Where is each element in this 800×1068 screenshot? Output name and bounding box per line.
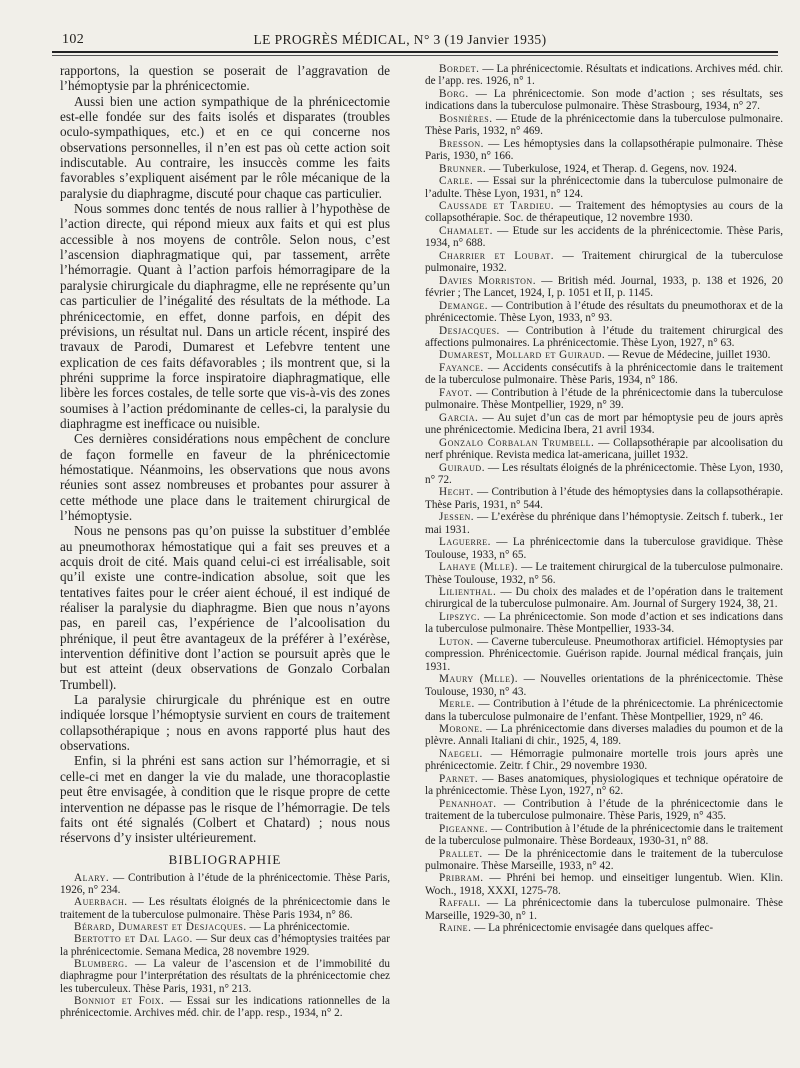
bibliography-entry	[425, 511, 783, 536]
bibliography-author: Prallet.	[439, 847, 483, 860]
bibliography-author: Raine.	[439, 922, 472, 935]
bibliography-author: Laguerre.	[439, 536, 491, 549]
bibliography-text: — Contribution à l’étude de la phrénicectomie dans la tuberculose pulmonaire. Thèse Montpellier, 1929, n° 39.	[425, 386, 783, 412]
bibliography-entry	[425, 325, 783, 350]
bibliography-entry	[425, 611, 783, 636]
bibliography-author: Luton.	[439, 635, 474, 648]
bibliography-entry	[425, 63, 783, 88]
bibliography-text: — Etude de la phrénicectomie dans la tuberculose pulmonaire. Thèse Paris, 1932, n° 469.	[425, 112, 783, 138]
bibliography-entry	[425, 922, 783, 934]
bibliography-entry	[425, 897, 783, 922]
bibliography-author: Merle.	[439, 698, 475, 711]
bibliography-text: — La phrénicectomie. Résultats et indications. Archives méd. chir. de l’app. res. 1926, n° 1.	[425, 63, 783, 88]
bibliography-entry	[425, 748, 783, 773]
bibliography-author: Dumarest, Mollard et Guiraud.	[439, 349, 606, 362]
bibliography-text: — Caverne tuberculeuse. Pneumothorax artificiel. Hémoptysies par compression. Phrénicectomie. Guérison rapide. Journal médical français, juin 1931.	[425, 635, 783, 673]
bibliography-text: — Les résultats éloignés de la phrénicectomie dans le traitement de la tuberculose pulmonaire. Thèse Paris 1934, n° 86.	[60, 896, 390, 921]
bibliography-text: — Contribution à l’étude des hémoptysies dans la collapsothérapie. Thèse Paris, 1931, n° 544.	[425, 486, 783, 511]
bibliography-author: Alary.	[74, 871, 110, 884]
bibliography-entry	[425, 536, 783, 561]
running-title: LE PROGRÈS MÉDICAL, N° 3 (19 Janvier 1935)	[253, 32, 547, 47]
bibliography-entry	[425, 200, 783, 225]
bibliography-author: Raffali.	[439, 897, 481, 910]
bibliography-heading: BIBLIOGRAPHIE	[168, 851, 282, 867]
bibliography-entry	[425, 300, 783, 325]
bibliography-text: — Les hémoptysies dans la collapsothérapie pulmonaire. Thèse Paris, 1930, n° 166.	[425, 137, 783, 163]
bibliography-author: Gonzalo Corbalan Trumbell.	[439, 436, 595, 449]
bibliography-author: Fayot.	[439, 386, 473, 399]
bibliography-text: — Tuberkulose, 1924, et Therap. d. Gegens, nov. 1924.	[486, 162, 737, 175]
bibliography-text: — Les résultats éloignés de la phrénicectomie. Thèse Lyon, 1930, n° 72.	[425, 461, 783, 486]
bibliography-text: — Au sujet d’un cas de mort par hémoptysie peu de jours après une phrénicectomie. Medicina Ibera, 21 avril 1934.	[425, 411, 783, 437]
bibliography-entry	[425, 872, 783, 897]
bibliography-author: Parnet.	[439, 772, 479, 785]
bibliography-entry	[425, 586, 783, 611]
page-header	[40, 30, 760, 52]
bibliography-author: Bonniot et Foix.	[74, 994, 165, 1007]
bibliography-entry	[425, 225, 783, 250]
bibliography-author: Penanhoat.	[439, 797, 497, 810]
bibliography-text: — Nouvelles orientations de la phrénicectomie. Thèse Toulouse, 1930, n° 43.	[425, 673, 783, 698]
bibliography-author: Fayance.	[439, 361, 484, 374]
bibliography-list-left	[60, 872, 390, 1020]
bibliography-author: Auerbach.	[74, 896, 128, 909]
bibliography-text: — L’exérèse du phrénique dans l’hémoptysie. Zeitsch f. tuberk., 1er mai 1931.	[425, 511, 783, 536]
bibliography-entry	[425, 823, 783, 848]
bibliography-author: Chamalet.	[439, 224, 493, 237]
header-rule	[52, 51, 778, 56]
body-paragraph: Nous sommes donc tentés de nous rallier à l’hypothèse de l’action directe, qui répond mieux aux faits et qui est plus accessible à nos moyens de contrôle. Selon nous, c’est l’ascension diaphragmatique qui, par tassement, arrête l’hémorragie. Quant à l’action parfois hémorragipare de la paralysie chirurgicale du diaphragme, elle ne représente qu’un cas particulier de l’inégalité des résultats de la méthode. La phrénicectomie, en effet, donne parfois, en dépit des prévisions, un résultat nul. Dans un article récent, inspiré des travaux de Parodi, Dumarest et Lefebvre tentent une explication de ces faits défavorables ; ils montrent que, si la phréni supprime la force inspiratoire diaphragmatique, elle libère les forces costales, de telle sorte que vis-à-vis des zones soumises à l’action prédominante de celles-ci, la paralysie du diaphragme est inefficace ou nuisible.	[60, 201, 390, 431]
bibliography-entry	[425, 163, 783, 175]
left-column	[60, 63, 390, 1063]
bibliography-entry	[60, 933, 390, 958]
bibliography-entry	[425, 175, 783, 200]
body-paragraph: Nous ne pensons pas qu’on puisse la substituer d’emblée au pneumothorax hémostatique qui a fait ses preuves et a acquis droit de cité. Mais quand celui-ci est irréalisable, soit qu’il existe une contre-indication absolue, soit que les tentatives faites pour le créer aient échoué, il est indiqué de réaliser la paralysie du diaphragme. Bien que nous n’ayons pas, en pareil cas, l’expérience de l’alcoolisation du phrénique, il peut être avantageux de la préférer à l’exérèse, intervention définitive dont l’action se poursuit après que le but est atteint (deux observations de Gonzalo Corbalan Trumbell).	[60, 523, 390, 692]
bibliography-text: — Contribution à l’étude de la phrénicectomie dans le traitement de la tuberculose pulmonaire. Thèse Paris, 1929, n° 435.	[425, 797, 783, 823]
bibliography-entry	[425, 437, 783, 462]
bibliography-text: — Hémorragie pulmonaire mortelle trois jours après une phrénicectomie. Zeitr. f Chir., 29 novembre 1930.	[425, 747, 783, 773]
bibliography-author: Lipszyc.	[439, 610, 481, 623]
bibliography-text: — Traitement des hémoptysies au cours de la collapsothérapie. Soc. de thérapeutique, 12 novembre 1930.	[425, 199, 783, 225]
bibliography-entry	[425, 462, 783, 487]
bibliography-text: — La phrénicectomie envisagée dans quelques affec-	[471, 922, 714, 935]
bibliography-author: Bordet.	[439, 63, 480, 75]
bibliography-author: Bertotto et Dal Lago.	[74, 933, 193, 946]
body-paragraph: rapportons, la question se poserait de l’aggravation de l’hémoptysie par la phrénicectomie.	[60, 63, 390, 94]
bibliography-entry	[425, 723, 783, 748]
bibliography-list-right	[425, 63, 783, 1063]
bibliography-text: — Etude sur les accidents de la phrénicectomie. Thèse Paris, 1934, n° 688.	[425, 224, 783, 250]
bibliography-entry	[425, 113, 783, 138]
bibliography-text: — Contribution à l’étude de la phrénicectomie. Thèse Paris, 1926, n° 234.	[60, 871, 390, 897]
bibliography-entry	[425, 412, 783, 437]
bibliography-entry	[425, 848, 783, 873]
bibliography-author: Naegeli.	[439, 747, 483, 760]
bibliography-author: Lahaye (Mlle).	[439, 561, 519, 574]
body-paragraph: Aussi bien une action sympathique de la phrénicectomie est-elle fondée sur des faits isolés et disparates (troubles oculo-sympathiques, etc.) et en ce qui concerne nos observations personnelles, il n’en est pas où cette action soit indiscutable. Au contraire, les insuccès comme les faits favorables s’expliquent aisément par le rôle mécanique de la paralysie du diaphragme, discuté pour chaque cas particulier.	[60, 93, 390, 201]
bibliography-entry	[425, 773, 783, 798]
bibliography-text: — La phrénicectomie.	[246, 921, 350, 934]
bibliography-entry	[425, 275, 783, 300]
bibliography-author: Maury (Mlle).	[439, 673, 519, 686]
bibliography-author: Blumberg.	[74, 957, 128, 970]
bibliography-text: — Contribution à l’étude du traitement chirurgical des affections pulmonaires. La phrénicectomie. Thèse Lyon, 1927, n° 63.	[425, 324, 783, 349]
bibliography-entry	[425, 673, 783, 698]
bibliography-entry	[425, 362, 783, 387]
bibliography-author: Hecht.	[439, 486, 474, 499]
bibliography-entry	[425, 387, 783, 412]
bibliography-author: Demange.	[439, 299, 489, 312]
bibliography-text: — Du choix des malades et de l’opération dans le traitement chirurgical de la tuberculose pulmonaire. Am. Journal of Surgery 1924, 38, 21.	[425, 586, 783, 611]
bibliography-text: — Accidents consécutifs à la phrénicectomie dans le traitement de la tuberculose pulmonaire. Thèse Paris, 1934, n° 186.	[425, 361, 783, 387]
bibliography-author: Charrier et Loubat.	[439, 249, 555, 262]
bibliography-entry	[60, 921, 390, 933]
bibliography-text: — Contribution à l’étude de la phrénicectomie. La phrénicectomie dans la tuberculose pulmonaire de l’enfant. Thèse Montpellier, 1929, n° 46.	[425, 698, 783, 723]
bibliography-entry	[425, 636, 783, 673]
bibliography-author: Pigeanne.	[439, 822, 489, 835]
bibliography-text: — La phrénicectomie. Son mode d’action ; ses résultats, ses indications dans la tuberculose pulmonaire. Thèse Strasbourg, 1934, n° 27.	[425, 87, 783, 113]
bibliography-text: — La phrénicectomie dans la tuberculose pulmonaire. Thèse Marseille, 1929-30, n° 1.	[425, 897, 783, 922]
bibliography-text: — Revue de Médecine, juillet 1930.	[605, 349, 771, 362]
bibliography-author: Morone.	[439, 723, 483, 736]
bibliography-entry	[425, 88, 783, 113]
bibliography-text: — La phrénicectomie dans diverses maladies du poumon et de la plèvre. Annali Italiani di chir., 1925, 4, 189.	[425, 723, 783, 748]
bibliography-text: — British méd. Journal, 1933, p. 138 et 1926, 20 février ; The Lancet, 1924, I, p. 1051 et II, p. 1145.	[425, 274, 783, 300]
bibliography-author: Davies Morriston.	[439, 274, 536, 287]
bibliography-entry	[60, 958, 390, 995]
bibliography-entry	[425, 250, 783, 275]
bibliography-text: — La valeur de l’ascension et de l’immobilité du diaphragme pour l’interprétation des résultats de la phrénicectomie chez les tuberculeux. Thèse Paris, 1931, n° 213.	[60, 957, 390, 995]
page-number: 102	[62, 32, 85, 47]
bibliography-text: — Bases anatomiques, physiologiques et technique opératoire de la phrénicectomie. Thèse Lyon, 1927, n° 62.	[425, 772, 783, 798]
bibliography-author: Lilienthal.	[439, 586, 497, 599]
bibliography-text: — Phréni bei hemop. und einseitiger lungentub. Wien. Klin. Woch., 1918, XXXI, 1275-78.	[425, 872, 783, 897]
bibliography-author: Jessen.	[439, 511, 475, 524]
bibliography-author: Borg.	[439, 87, 469, 100]
bibliography-author: Carle.	[439, 175, 474, 188]
bibliography-author: Guiraud.	[439, 461, 485, 474]
bibliography-author: Bosnières.	[439, 112, 493, 125]
bibliography-entry	[425, 138, 783, 163]
bibliography-text: — De la phrénicectomie dans le traitement de la tuberculose pulmonaire. Thèse Marseille, 1933, n° 42.	[425, 847, 783, 872]
bibliography-entry	[425, 698, 783, 723]
bibliography-entry	[60, 872, 390, 897]
bibliography-text: — La phrénicectomie. Son mode d’action et ses indications dans la tuberculose pulmonaire. Thèse Montpellier, 1933-34.	[425, 610, 783, 636]
bibliography-author: Bérard, Dumarest et Desjacques.	[74, 921, 247, 934]
bibliography-text: — Le traitement chirurgical de la tuberculose pulmonaire. Thèse Toulouse, 1932, n° 56.	[425, 561, 783, 586]
bibliography-text: — Essai sur la phrénicectomie dans la tuberculose pulmonaire de l’adulte. Thèse Lyon, 1931, n° 124.	[425, 175, 783, 200]
bibliography-entry	[60, 995, 390, 1020]
body-paragraph: Enfin, si la phréni est sans action sur l’hémorragie, et si celle-ci met en danger la vie du malade, une thoracoplastie peut être envisagée, à condition que le risque propre de cette intervention ne dépasse pas le risque de l’hémorragie. De tels faits ont été signalés (Colbert et Chatard) ; nous nous réservons d’y insister ultérieurement.	[60, 753, 390, 846]
bibliography-entry	[425, 561, 783, 586]
bibliography-entry	[60, 896, 390, 921]
bibliography-text: — Contribution à l’étude des résultats du pneumothorax et de la phrénicectomie. Thèse Lyon, 1933, n° 93.	[425, 299, 783, 325]
bibliography-author: Bresson.	[439, 137, 484, 150]
bibliography-author: Brunner.	[439, 162, 487, 175]
bibliography-author: Garcia.	[439, 411, 479, 424]
bibliography-text: — Traitement chirurgical de la tuberculose pulmonaire, 1932.	[425, 249, 783, 275]
bibliography-text: — Sur deux cas d’hémoptysies traitées par la phrénicectomie. Semana Medica, 28 novembre 1929.	[60, 933, 390, 958]
bibliography-text: — Essai sur les indications rationnelles de la phrénicectomie. Archives méd. chir. de l’app. resp., 1934, n° 2.	[60, 994, 390, 1020]
bibliography-text: — La phrénicectomie dans la tuberculose gravidique. Thèse Toulouse, 1933, n° 65.	[425, 536, 783, 561]
bibliography-text: — Collapsothérapie par alcoolisation du nerf phrénique. Revista medica lat-americana, juillet 1932.	[425, 436, 783, 462]
bibliography-text: — Contribution à l’étude de la phrénicectomie dans le traitement de la tuberculose pulmonaire. Thèse Bordeaux, 1930-31, n° 88.	[425, 822, 783, 848]
bibliography-entry	[425, 486, 783, 511]
bibliography-entry	[425, 349, 783, 361]
bibliography-author: Pribram.	[439, 872, 484, 885]
bibliography-author: Desjacques.	[439, 324, 500, 337]
body-paragraph: La paralysie chirurgicale du phrénique est en outre indiquée lorsque l’hémoptysie survient en cours de traitement collapsothérapique ; nous en avons rapporté plus haut des observations.	[60, 692, 390, 754]
bibliography-entry	[425, 798, 783, 823]
bibliography-author: Caussade et Tardieu.	[439, 199, 555, 212]
body-paragraph: Ces dernières considérations nous empêchent de conclure de façon formelle en faveur de la phrénicectomie hémostatique. Néanmoins, les observations que nous avons réunies sont assez nombreuses et probantes pour assurer à cette méthode une place dans le traitement chirurgical de l’hémoptysie.	[60, 431, 390, 523]
